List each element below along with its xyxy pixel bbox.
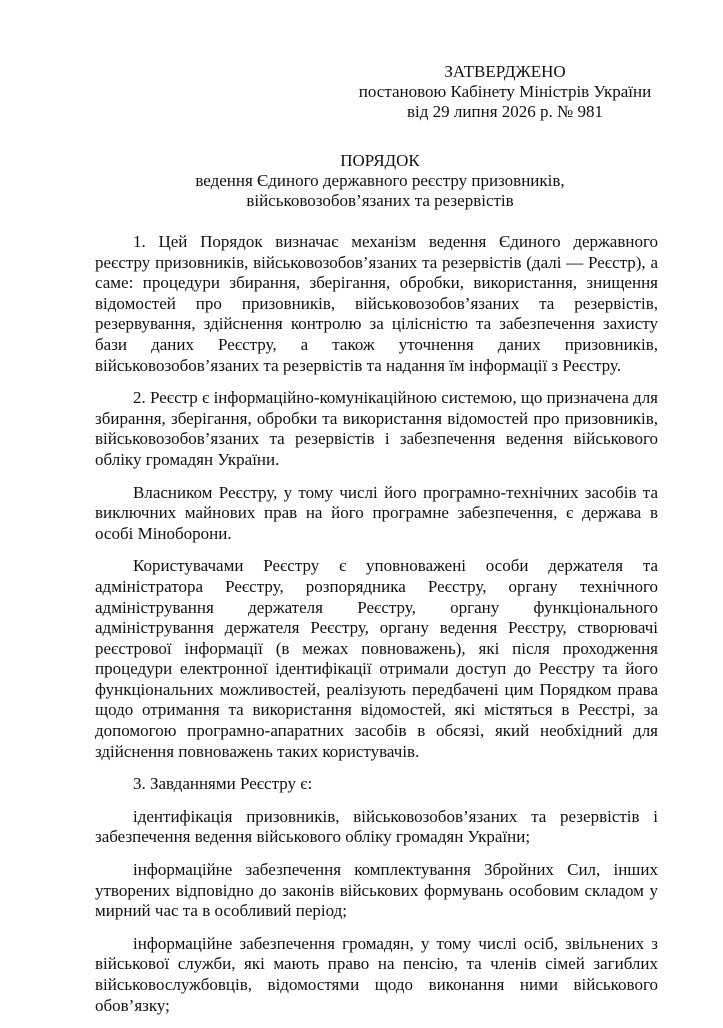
approval-stamp [340, 62, 670, 122]
document-body [95, 232, 658, 1028]
paragraph-2-registry-definition: 2. Реєстр є інформаційно-комунікаційною системою, що призначена для збирання, зберігання, обробки та використання відомостей про призовників, військовозобов’язаних та резервістів і забезпечення ведення військового обліку громадян України. [95, 388, 658, 469]
task-item-citizen-information: інформаційне забезпечення громадян, у тому числі осіб, звільнених з військової служби, які мають право на пенсію, та членів сімей загиблих військовослужбовців, відомостями щодо виконання ними військового обов’язку; [95, 933, 658, 1015]
document-heading [90, 151, 670, 211]
approval-title: ЗАТВЕРДЖЕНО [444, 62, 566, 81]
paragraph-1-purpose: 1. Цей Порядок визначає механізм ведення Єдиного державного реєстру призовників, військовозобов’язаних та резервістів (далі — Реєстр), а саме: процедури збирання, зберігання, обробки, використання, знищення відомостей про призовників, військовозобов’язаних та резервістів, резервування, здійснення контролю за цілісністю та забезпечення захисту бази даних Реєстру, а також уточнення даних призовників, військовозобов’язаних та резервістів та надання їм інформації з Реєстру. [95, 232, 658, 375]
document-subtitle-line-2: військовозобов’язаних та резервістів [246, 191, 514, 210]
task-item-identification: ідентифікація призовників, військовозобов’язаних та резервістів і забезпечення ведення військового обліку громадян України; [95, 806, 658, 847]
document-title: ПОРЯДОК [340, 151, 420, 170]
approval-date-number: від 29 липня 2026 р. № 981 [407, 102, 603, 121]
task-item-staffing-support: інформаційне забезпечення комплектування Збройних Сил, інших утворених відповідно до законів військових формувань особовим складом у мирний час та в особливий період; [95, 860, 658, 921]
document-subtitle-line-1: ведення Єдиного державного реєстру призовників, [195, 171, 565, 190]
paragraph-registry-users: Користувачами Реєстру є уповноважені особи держателя та адміністратора Реєстру, розпорядника Реєстру, органу технічного адміністрування держателя Реєстру, органу функціонального адміністрування держателя Реєстру, органу ведення Реєстру, створювачі реєстрової інформації (в межах повноважень), які після проходження процедури електронної ідентифікації отримали доступ до Реєстру та його функціональних можливостей, реалізують передбачені цим Порядком права щодо отримання та використання відомостей, які містяться в Реєстрі, за допомогою програмно-апаратних засобів в обсязі, який необхідний для здійснення повноважень таких користувачів. [95, 556, 658, 761]
approval-authority: постановою Кабінету Міністрів України [358, 82, 652, 101]
paragraph-registry-owner: Власником Реєстру, у тому числі його програмно-технічних засобів та виключних майнових прав на його програмне забезпечення, є держава в особі Міноборони. [95, 482, 658, 543]
paragraph-3-tasks-heading: 3. Завданнями Реєстру є: [133, 774, 313, 794]
